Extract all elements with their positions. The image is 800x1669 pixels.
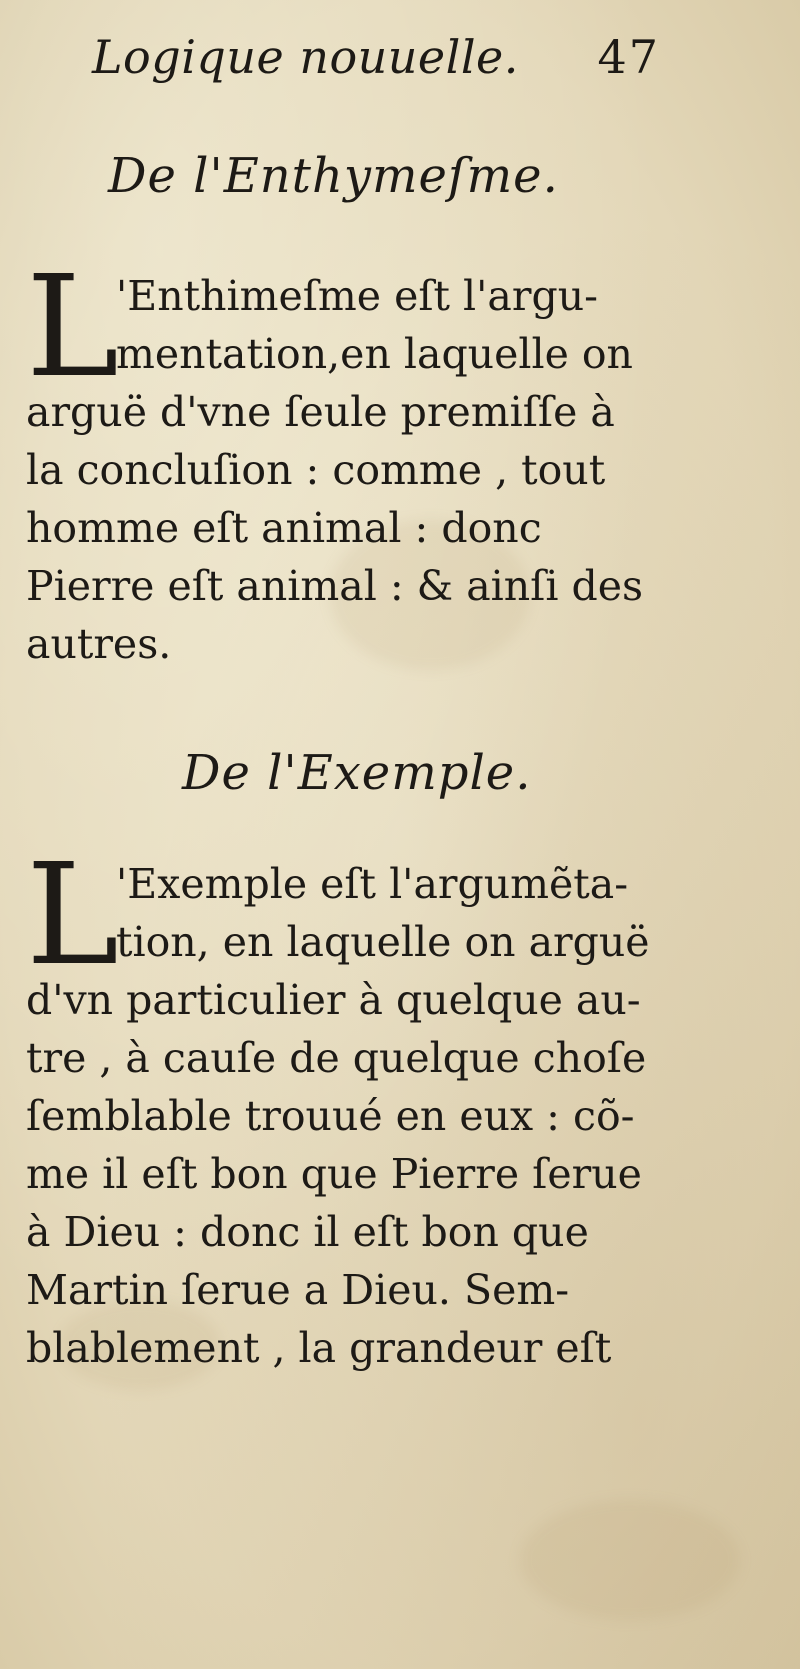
page-header	[92, 30, 660, 84]
text-line: la concluſion : comme , tout	[26, 446, 606, 494]
section-title-enthymeme: De l'Enthymeſme.	[108, 148, 559, 204]
section-title-exemple: De l'Exemple.	[182, 745, 532, 801]
drop-cap: L	[26, 246, 119, 409]
text-line: blablement , la grandeur eſt	[26, 1324, 612, 1372]
paragraph-enthymeme	[26, 246, 666, 692]
text-line: homme eſt animal : donc	[26, 504, 542, 552]
paper-stain	[520, 1500, 740, 1620]
text-line: autres.	[26, 620, 172, 668]
text-line: Pierre eſt animal : & ainſi des	[26, 562, 644, 610]
paragraph-exemple	[26, 834, 666, 1420]
text-line: tre , à cauſe de quelque choſe	[26, 1034, 647, 1082]
text-line: à Dieu : donc il eſt bon que	[26, 1208, 589, 1256]
text-line: mentation,en laquelle on	[116, 330, 633, 378]
drop-cap: L	[26, 834, 119, 997]
text-line: tion, en laquelle on arguë	[116, 918, 650, 966]
running-title: Logique nouuelle.	[92, 30, 519, 84]
page-number: 47	[597, 30, 660, 84]
text-line: 'Exemple eſt l'argumẽta-	[116, 860, 629, 908]
text-line: Martin ſerue a Dieu. Sem-	[26, 1266, 570, 1314]
text-line: 'Enthimeſme eſt l'argu-	[116, 272, 598, 320]
text-line: arguë d'vne ſeule premiſſe à	[26, 388, 615, 436]
text-line: d'vn particulier à quelque au-	[26, 976, 641, 1024]
text-line: me il eſt bon que Pierre ſerue	[26, 1150, 642, 1198]
text-line: ſemblable trouué en eux : cõ-	[26, 1092, 635, 1140]
